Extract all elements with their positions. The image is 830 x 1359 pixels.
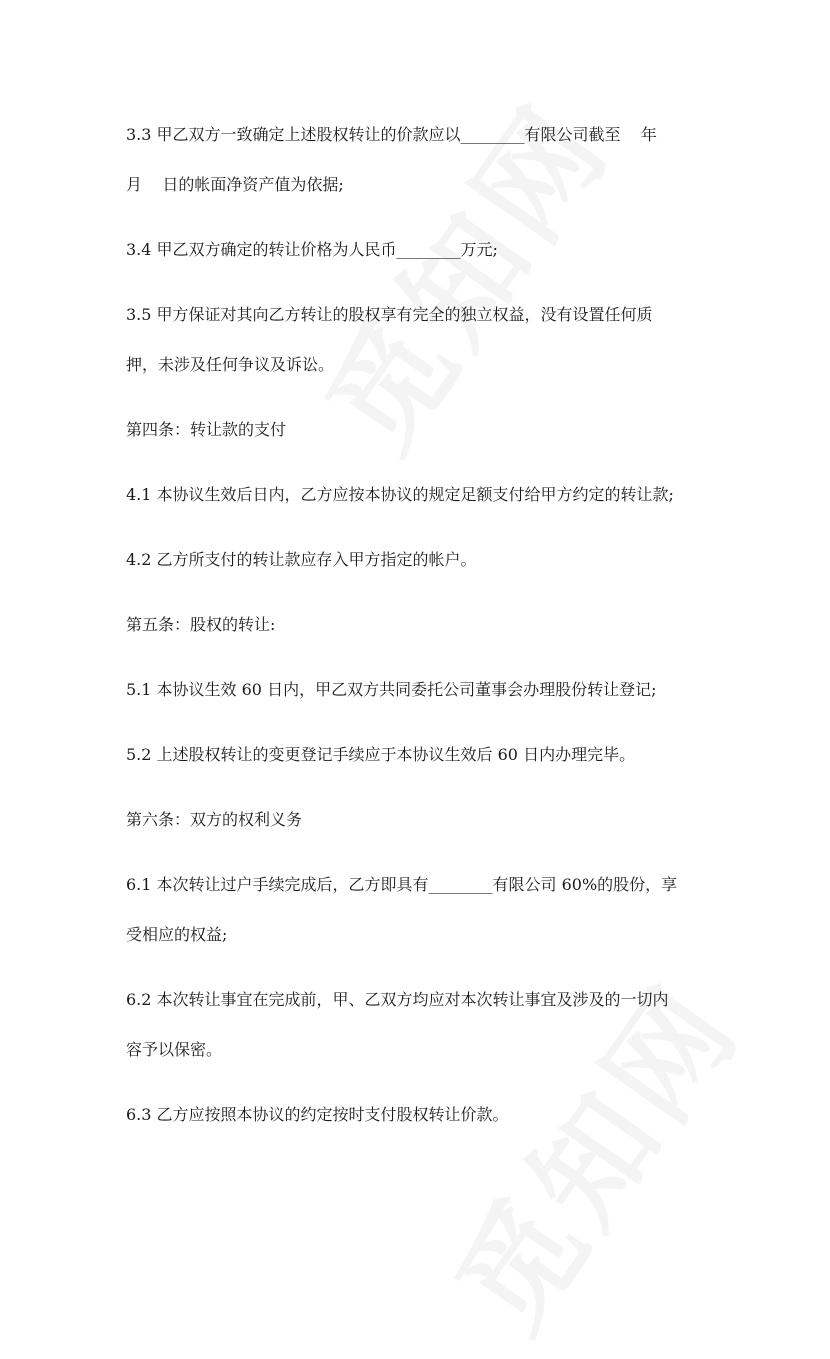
- clause-4-2: 4.2 乙方所支付的转让款应存入甲方指定的帐户。: [126, 550, 477, 569]
- article-6-heading: 第六条：双方的权利义务: [126, 810, 303, 829]
- article-5-heading: 第五条：股权的转让:: [126, 615, 276, 634]
- clause-3-5: 3.5 甲方保证对其向乙方转让的股权享有完全的独立权益，没有设置任何质 押，未涉及任何争议及诉讼。: [126, 305, 653, 374]
- article-4-heading: 第四条：转让款的支付: [126, 420, 287, 439]
- clause-5-1: 5.1 本协议生效 60 日内，甲乙双方共同委托公司董事会办理股份转让登记;: [126, 680, 657, 699]
- clause-6-3: 6.3 乙方应按照本协议的约定按时支付股权转让价款。: [126, 1105, 509, 1124]
- document-body: [126, 110, 706, 1155]
- clause-5-2: 5.2 上述股权转让的变更登记手续应于本协议生效后 60 日内办理完毕。: [126, 745, 636, 764]
- clause-3-4: 3.4 甲乙双方确定的转让价格为人民币________万元;: [126, 240, 498, 259]
- clause-3-3: 3.3 甲乙双方一致确定上述股权转让的价款应以________有限公司截至 年 月 日的帐面净资产值为依据;: [126, 125, 657, 194]
- clause-6-2: 6.2 本次转让事宜在完成前，甲、乙双方均应对本次转让事宜及涉及的一切内 容予以保密。: [126, 990, 669, 1059]
- clause-6-1: 6.1 本次转让过户手续完成后，乙方即具有________有限公司 60%的股份，享 受相应的权益;: [126, 875, 678, 944]
- clause-4-1: 4.1 本协议生效后日内，乙方应按本协议的规定足额支付给甲方约定的转让款;: [126, 485, 674, 504]
